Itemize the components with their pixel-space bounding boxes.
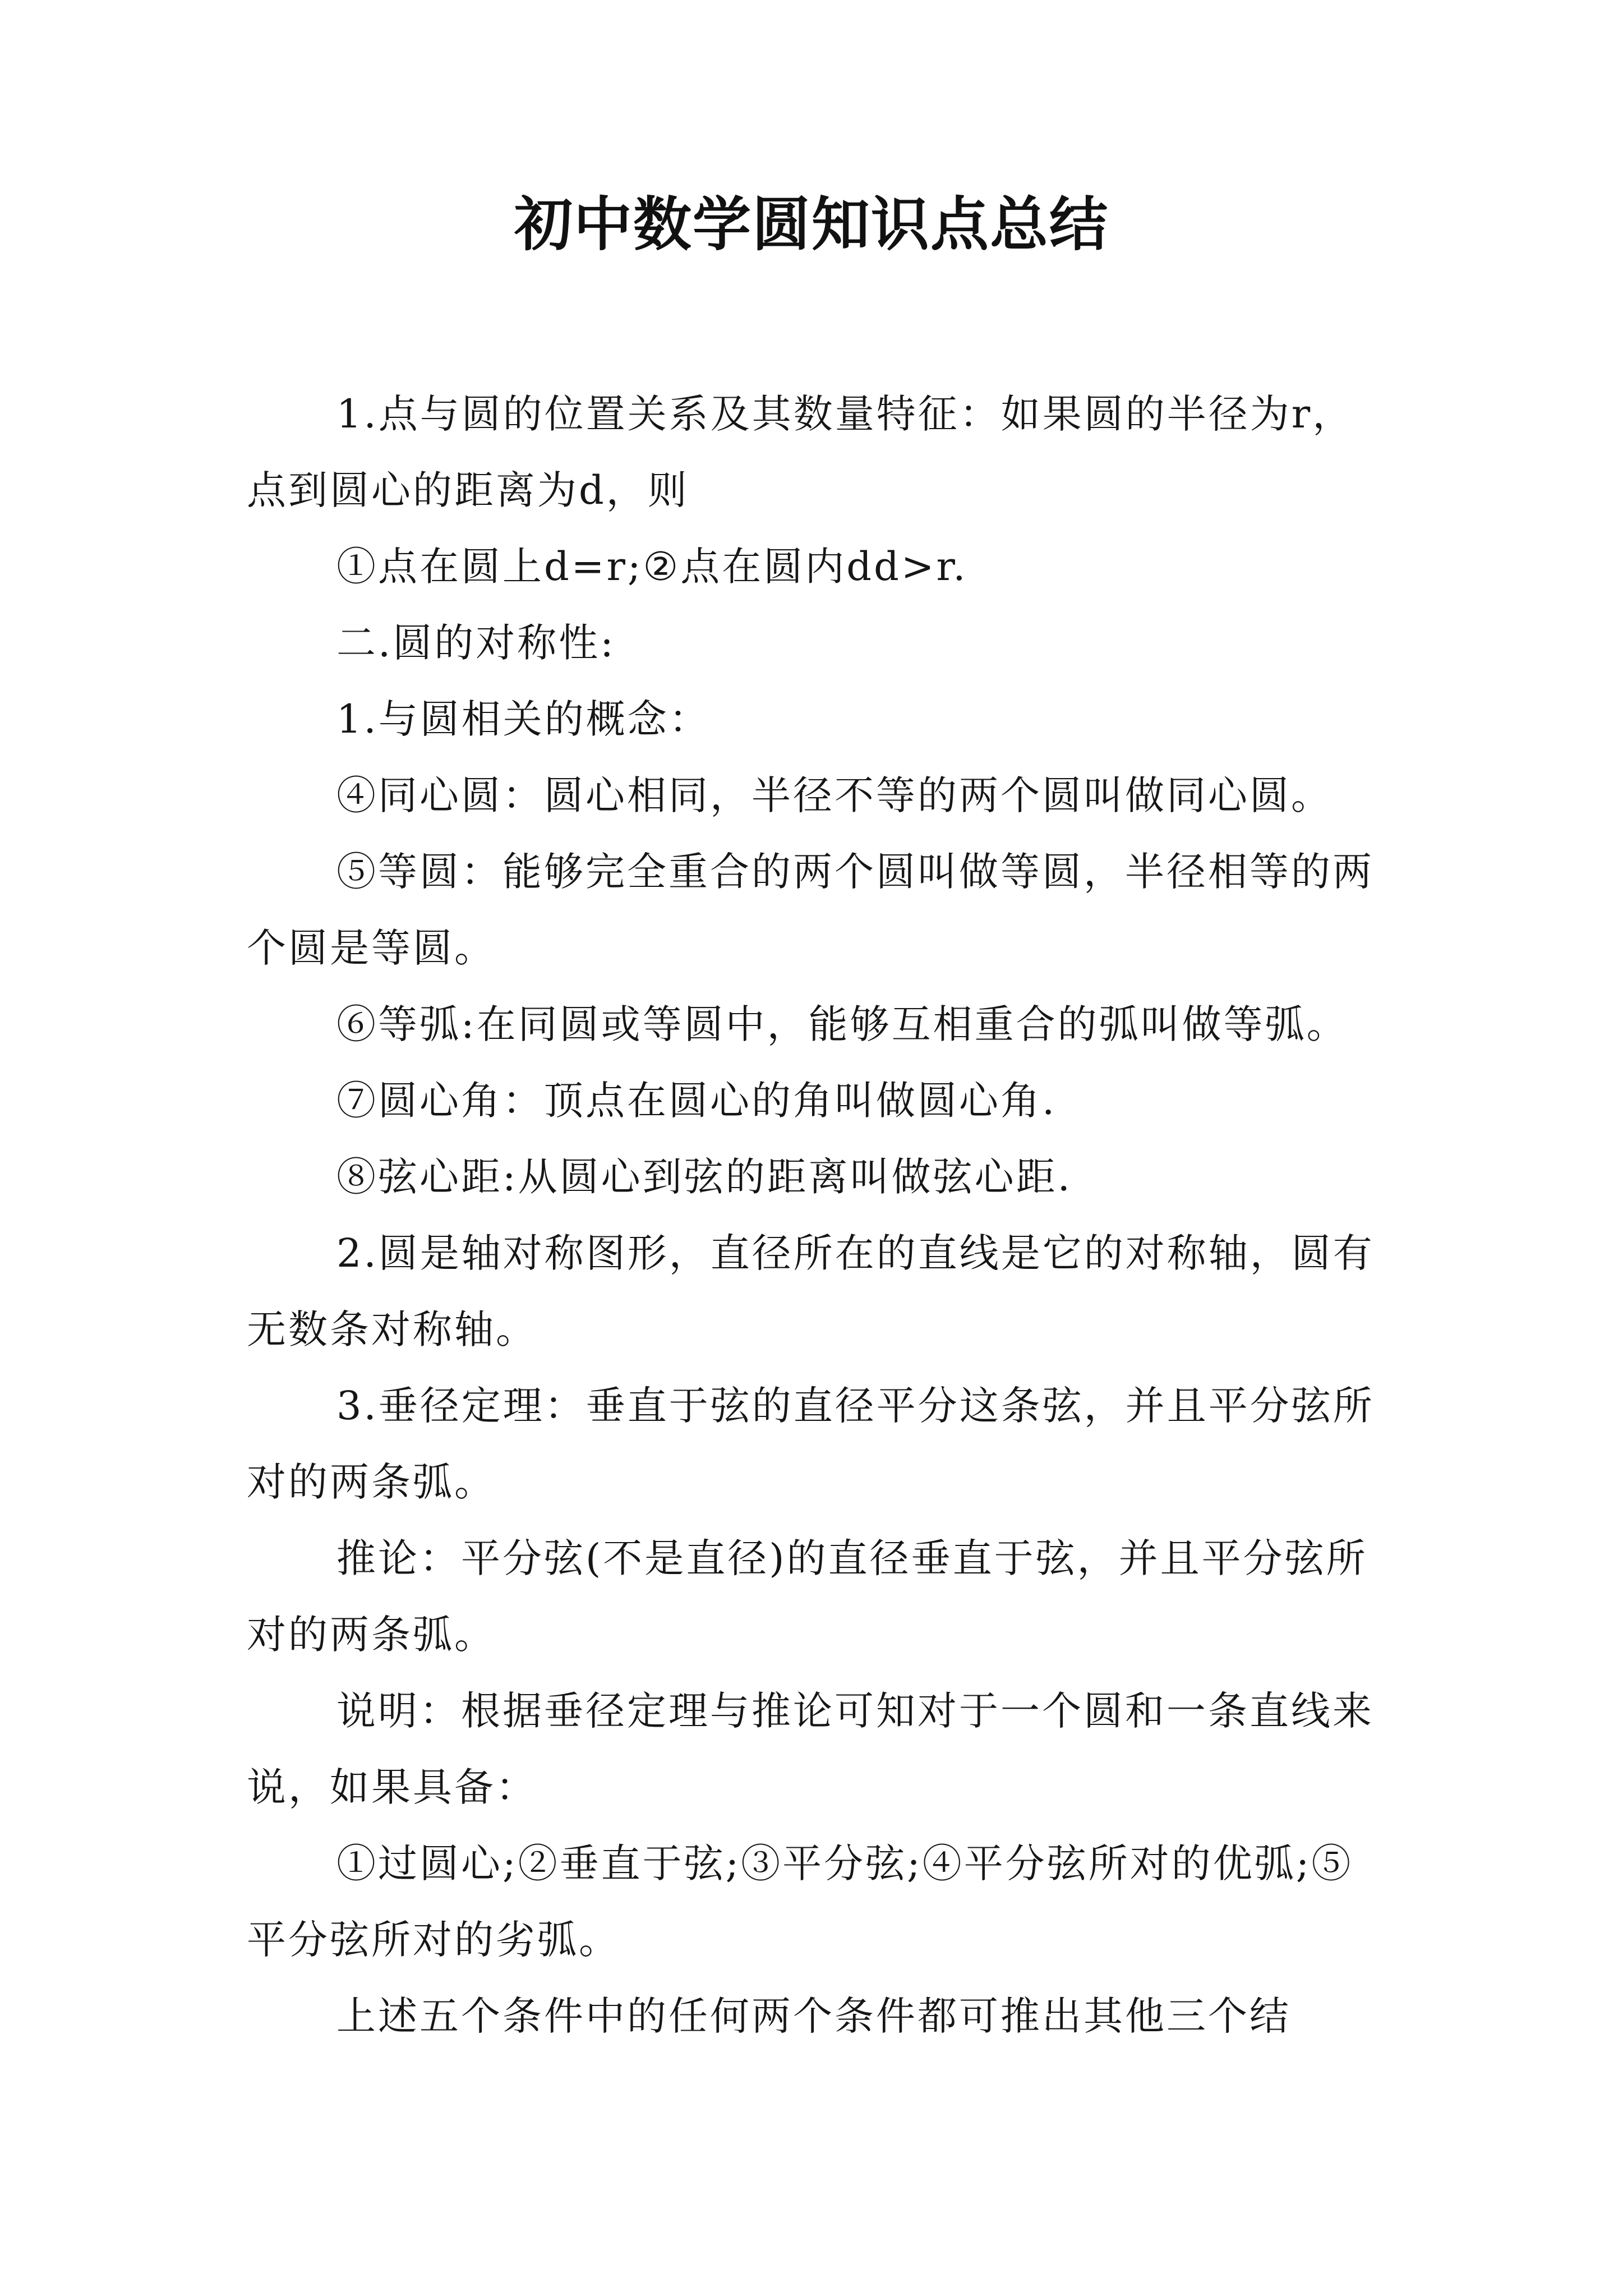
page-title: 初中数学圆知识点总结 bbox=[514, 190, 1109, 259]
paragraph-chord-distance: ⑧弦心距:从圆心到弦的距离叫做弦心距. bbox=[336, 1154, 1072, 1200]
paragraph-equal-arcs: ⑥等弧:在同圆或等圆中，能够互相重合的弧叫做等弧。 bbox=[336, 1001, 1348, 1047]
paragraph-explanation: 说明：根据垂径定理与推论可知对于一个圆和一条直线来说，如果具备： bbox=[247, 1688, 1374, 1810]
paragraph-central-angle: ⑦圆心角：顶点在圆心的角叫做圆心角. bbox=[336, 1078, 1057, 1124]
paragraph-perpendicular-diameter-theorem: 3.垂径定理：垂直于弦的直径平分这条弦，并且平分弦所对的两条弧。 bbox=[247, 1383, 1375, 1505]
paragraph-corollary: 推论：平分弦(不是直径)的直径垂直于弦，并且平分弦所对的两条弧。 bbox=[247, 1535, 1368, 1658]
document-body bbox=[247, 376, 1385, 2054]
paragraph-concentric-circles: ④同心圆：圆心相同，半径不等的两个圆叫做同心圆。 bbox=[336, 772, 1332, 818]
paragraph-five-conditions: ①过圆心;②垂直于弦;③平分弦;④平分弦所对的优弧;⑤平分弦所对的劣弧。 bbox=[247, 1841, 1353, 1963]
paragraph-point-circle-position: 1.点与圆的位置关系及其数量特征：如果圆的半径为r，点到圆心的距离为d，则 bbox=[247, 391, 1354, 513]
paragraph-related-concepts: 1.与圆相关的概念： bbox=[336, 696, 711, 742]
paragraph-point-cases: ①点在圆上d=r;②点在圆内dd>r. bbox=[336, 544, 968, 590]
section-heading-symmetry: 二.圆的对称性: bbox=[336, 620, 616, 666]
paragraph-conclusion-partial: 上述五个条件中的任何两个条件都可推出其他三个结 bbox=[336, 1993, 1291, 2039]
paragraph-equal-circles: ⑤等圆：能够完全重合的两个圆叫做等圆，半径相等的两个圆是等圆。 bbox=[247, 849, 1374, 971]
paragraph-axial-symmetry: 2.圆是轴对称图形，直径所在的直线是它的对称轴，圆有无数条对称轴。 bbox=[247, 1230, 1375, 1352]
